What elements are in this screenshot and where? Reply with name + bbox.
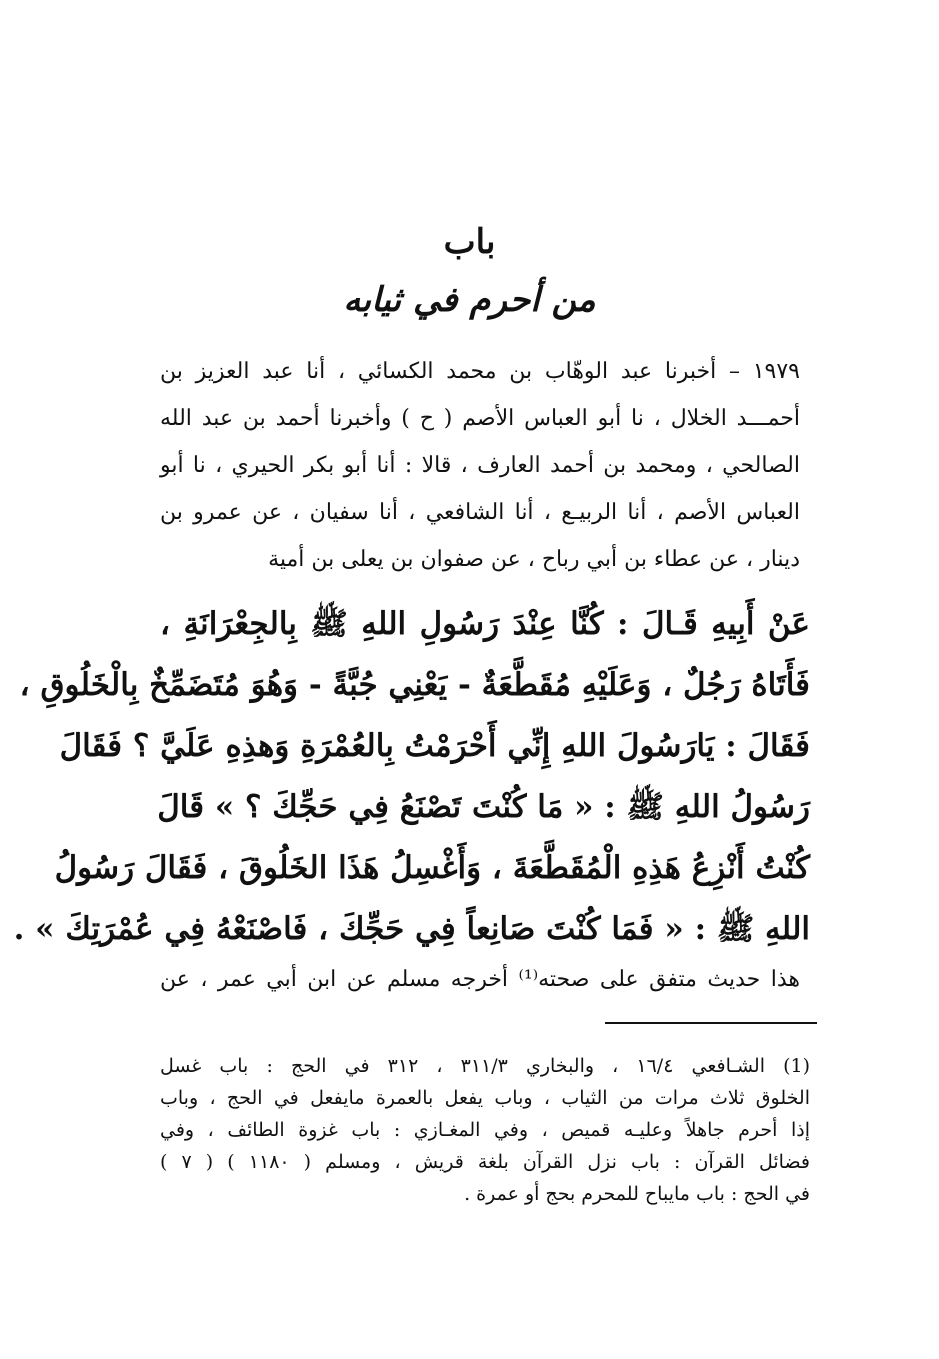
section-title: من أحرم في ثيابه <box>343 280 596 320</box>
isnad-line: الصالحي ، ومحمد بن أحمد العارف ، قالا : أنا أبو بكر الحيري ، نا أبو <box>160 453 800 478</box>
matn-block <box>13 594 810 960</box>
verdict-line: هذا حديث متفق على صحته⁽¹⁾ أخرجه مسلم عن ابن أبي عمر ، عن <box>160 967 800 992</box>
footnote-line: (1) الشـافعي ١٦/٤ ، والبخاري ٣١١/٣ ، ٣١٢ في الحج : باب غسل <box>160 1055 811 1077</box>
footnote-line: في الحج : باب مايباح للمحرم بحج أو عمرة . <box>464 1183 810 1205</box>
isnad-line: دينار ، عن عطاء بن أبي رباح ، عن صفوان بن يعلى بن أمية <box>268 547 800 572</box>
footnote-line: إذا أحرم جاهلاً وعليـه قميص ، وفي المغـازي : باب غزوة الطائف ، وفي <box>160 1119 810 1141</box>
isnad-block <box>160 348 800 583</box>
section-label: باب <box>443 222 496 262</box>
footnotes-block <box>160 1050 810 1210</box>
isnad-line: أحمـــد الخلال ، نا أبو العباس الأصم ( ح ) وأخبرنا أحمد بن عبد الله <box>160 406 800 431</box>
isnad-line: ١٩٧٩ – أخبرنا عبد الوهّاب بن محمد الكسائي ، أنا عبد العزيز بن <box>160 359 800 384</box>
footnote-separator <box>605 1022 817 1024</box>
matn-line: عَنْ أَبِيهِ قَـالَ : كُنَّا عِنْدَ رَسُولِ اللهِ ﷺ بِالجِعْرَانَةِ ، <box>160 606 810 642</box>
matn-line: فَقَالَ : يَارَسُولَ اللهِ إِنِّي أَحْرَمْتُ بِالعُمْرَةِ وَهذِهِ عَلَيَّ ؟ فَقَالَ <box>59 728 810 764</box>
isnad-line: العباس الأصم ، أنا الربيـع ، أنا الشافعي ، أنا سفيان ، عن عمرو بن <box>160 500 800 525</box>
matn-line: فَأَتَاهُ رَجُلٌ ، وَعَلَيْهِ مُقَطَّعَةٌ - يَعْنِي جُبَّةً - وَهُوَ مُتَضَمِّخٌ بِالْخَلُوقِ ، <box>19 667 810 703</box>
matn-line: اللهِ ﷺ : « فَمَا كُنْتَ صَانِعاً فِي حَجِّكَ ، فَاصْنَعْهُ فِي عُمْرَتِكَ » . <box>13 911 810 947</box>
footnote-line: الخلوق ثلاث مرات من الثياب ، وباب يفعل بالعمرة مايفعل في الحج ، وباب <box>160 1087 810 1109</box>
matn-line: كُنْتُ أَنْزِعُ هَذِهِ الْمُقَطَّعَةَ ، وَأَغْسِلُ هَذَا الخَلُوقَ ، فَقَالَ رَسُولُ <box>54 850 810 886</box>
footnote-line: فضائل القرآن : باب نزل القرآن بلغة قريش ، ومسلم ( ١١٨٠ ) ( ٧ ) <box>160 1151 811 1173</box>
matn-line: رَسُولُ اللهِ ﷺ : « مَا كُنْتَ تَصْنَعُ فِي حَجِّكَ ؟ » قَالَ <box>157 789 810 825</box>
